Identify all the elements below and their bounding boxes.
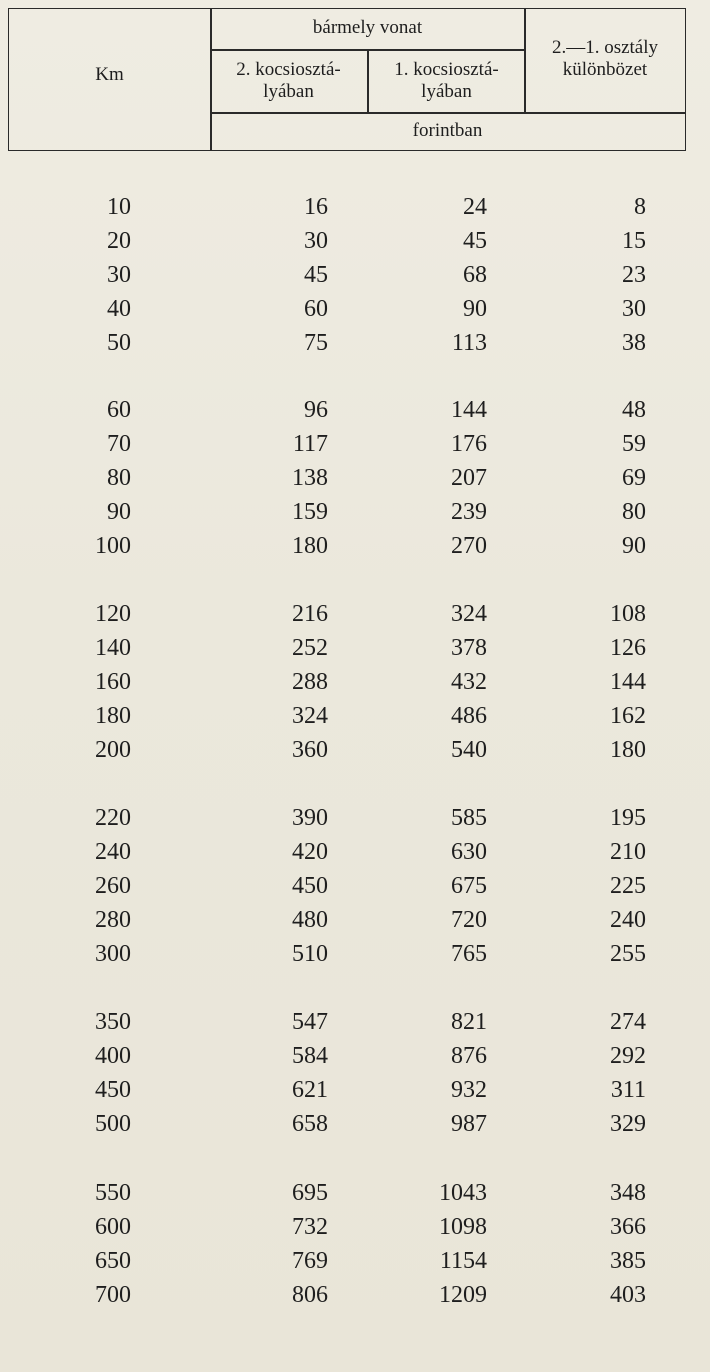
difference-cell: 210	[610, 839, 646, 865]
difference-cell: 8	[634, 194, 646, 220]
km-cell: 30	[107, 262, 131, 288]
km-cell: 450	[95, 1077, 131, 1103]
difference-cell: 48	[622, 397, 646, 423]
train-group-header: bármely vonat	[312, 17, 423, 38]
km-cell: 80	[107, 465, 131, 491]
km-cell: 140	[95, 635, 131, 661]
difference-cell: 225	[610, 873, 646, 899]
class1-fare-cell: 45	[463, 228, 487, 254]
km-header: Km	[95, 64, 124, 85]
km-cell: 10	[107, 194, 131, 220]
km-cell: 40	[107, 296, 131, 322]
km-cell: 500	[95, 1111, 131, 1137]
class2-header-line2: lyában	[263, 81, 314, 102]
class1-fare-cell: 765	[451, 941, 487, 967]
difference-cell: 366	[610, 1214, 646, 1240]
km-cell: 280	[95, 907, 131, 933]
class2-fare-cell: 30	[304, 228, 328, 254]
difference-cell: 195	[610, 805, 646, 831]
difference-cell: 90	[622, 533, 646, 559]
difference-cell: 23	[622, 262, 646, 288]
class2-fare-cell: 732	[292, 1214, 328, 1240]
km-cell: 60	[107, 397, 131, 423]
class1-fare-cell: 270	[451, 533, 487, 559]
class1-fare-cell: 1154	[439, 1248, 487, 1274]
class2-fare-cell: 420	[292, 839, 328, 865]
class2-header	[210, 59, 367, 103]
table-header	[8, 8, 686, 151]
class1-fare-cell: 432	[451, 669, 487, 695]
km-cell: 160	[95, 669, 131, 695]
class2-fare-cell: 252	[292, 635, 328, 661]
class2-fare-cell: 769	[292, 1248, 328, 1274]
class1-fare-cell: 720	[451, 907, 487, 933]
class2-header-line1: 2. kocsiosztá-	[236, 59, 341, 80]
difference-header	[525, 37, 685, 81]
class1-fare-cell: 821	[451, 1009, 487, 1035]
class2-fare-cell: 584	[292, 1043, 328, 1069]
class1-header-line2: lyában	[421, 81, 472, 102]
class2-fare-cell: 390	[292, 805, 328, 831]
class1-fare-cell: 239	[451, 499, 487, 525]
class2-fare-cell: 510	[292, 941, 328, 967]
class1-fare-cell: 68	[463, 262, 487, 288]
class1-fare-cell: 1043	[439, 1180, 487, 1206]
class1-fare-cell: 113	[451, 330, 487, 356]
km-cell: 20	[107, 228, 131, 254]
class2-fare-cell: 180	[292, 533, 328, 559]
km-cell: 700	[95, 1282, 131, 1308]
class1-fare-cell: 90	[463, 296, 487, 322]
class1-fare-cell: 987	[451, 1111, 487, 1137]
difference-header-line1: 2.—1. osztály	[551, 37, 659, 58]
class2-fare-cell: 324	[292, 703, 328, 729]
km-cell: 260	[95, 873, 131, 899]
difference-cell: 126	[610, 635, 646, 661]
class1-fare-cell: 378	[451, 635, 487, 661]
class2-fare-cell: 96	[304, 397, 328, 423]
currency-header: forintban	[412, 120, 483, 141]
class1-fare-cell: 324	[451, 601, 487, 627]
difference-cell: 255	[610, 941, 646, 967]
km-cell: 240	[95, 839, 131, 865]
class2-fare-cell: 360	[292, 737, 328, 763]
difference-cell: 15	[622, 228, 646, 254]
class2-fare-cell: 60	[304, 296, 328, 322]
difference-cell: 80	[622, 499, 646, 525]
km-cell: 220	[95, 805, 131, 831]
km-cell: 600	[95, 1214, 131, 1240]
class1-fare-cell: 932	[451, 1077, 487, 1103]
class2-fare-cell: 621	[292, 1077, 328, 1103]
class2-fare-cell: 547	[292, 1009, 328, 1035]
difference-cell: 38	[622, 330, 646, 356]
class1-header-line1: 1. kocsiosztá-	[394, 59, 499, 80]
difference-cell: 292	[610, 1043, 646, 1069]
km-cell: 120	[95, 601, 131, 627]
difference-cell: 108	[610, 601, 646, 627]
class1-header	[368, 59, 525, 103]
class2-fare-cell: 159	[292, 499, 328, 525]
difference-cell: 180	[610, 737, 646, 763]
class1-fare-cell: 207	[451, 465, 487, 491]
class1-fare-cell: 24	[463, 194, 487, 220]
class1-fare-cell: 675	[451, 873, 487, 899]
km-cell: 100	[95, 533, 131, 559]
class2-fare-cell: 45	[304, 262, 328, 288]
class1-fare-cell: 630	[451, 839, 487, 865]
class2-fare-cell: 117	[292, 431, 328, 457]
class1-fare-cell: 486	[451, 703, 487, 729]
class1-fare-cell: 1209	[439, 1282, 487, 1308]
difference-cell: 162	[610, 703, 646, 729]
km-cell: 650	[95, 1248, 131, 1274]
difference-cell: 144	[610, 669, 646, 695]
difference-cell: 348	[610, 1180, 646, 1206]
difference-cell: 274	[610, 1009, 646, 1035]
class1-fare-cell: 1098	[439, 1214, 487, 1240]
class1-fare-cell: 176	[451, 431, 487, 457]
difference-cell: 59	[622, 431, 646, 457]
difference-cell: 30	[622, 296, 646, 322]
km-cell: 400	[95, 1043, 131, 1069]
class1-fare-cell: 585	[451, 805, 487, 831]
km-cell: 300	[95, 941, 131, 967]
difference-cell: 329	[610, 1111, 646, 1137]
km-cell: 350	[95, 1009, 131, 1035]
difference-header-line2: különbözet	[562, 59, 648, 80]
class1-fare-cell: 876	[451, 1043, 487, 1069]
km-cell: 90	[107, 499, 131, 525]
class2-fare-cell: 138	[292, 465, 328, 491]
class2-fare-cell: 16	[304, 194, 328, 220]
km-cell: 200	[95, 737, 131, 763]
difference-cell: 403	[610, 1282, 646, 1308]
class2-fare-cell: 658	[292, 1111, 328, 1137]
km-cell: 70	[107, 431, 131, 457]
difference-cell: 385	[610, 1248, 646, 1274]
difference-cell: 69	[622, 465, 646, 491]
class2-fare-cell: 216	[292, 601, 328, 627]
class2-fare-cell: 450	[292, 873, 328, 899]
class2-fare-cell: 75	[304, 330, 328, 356]
km-cell: 180	[95, 703, 131, 729]
class2-fare-cell: 288	[292, 669, 328, 695]
class1-fare-cell: 144	[451, 397, 487, 423]
km-cell: 50	[107, 330, 131, 356]
class2-fare-cell: 806	[292, 1282, 328, 1308]
class1-fare-cell: 540	[451, 737, 487, 763]
class2-fare-cell: 695	[292, 1180, 328, 1206]
km-cell: 550	[95, 1180, 131, 1206]
class2-fare-cell: 480	[292, 907, 328, 933]
difference-cell: 311	[610, 1077, 646, 1103]
difference-cell: 240	[610, 907, 646, 933]
